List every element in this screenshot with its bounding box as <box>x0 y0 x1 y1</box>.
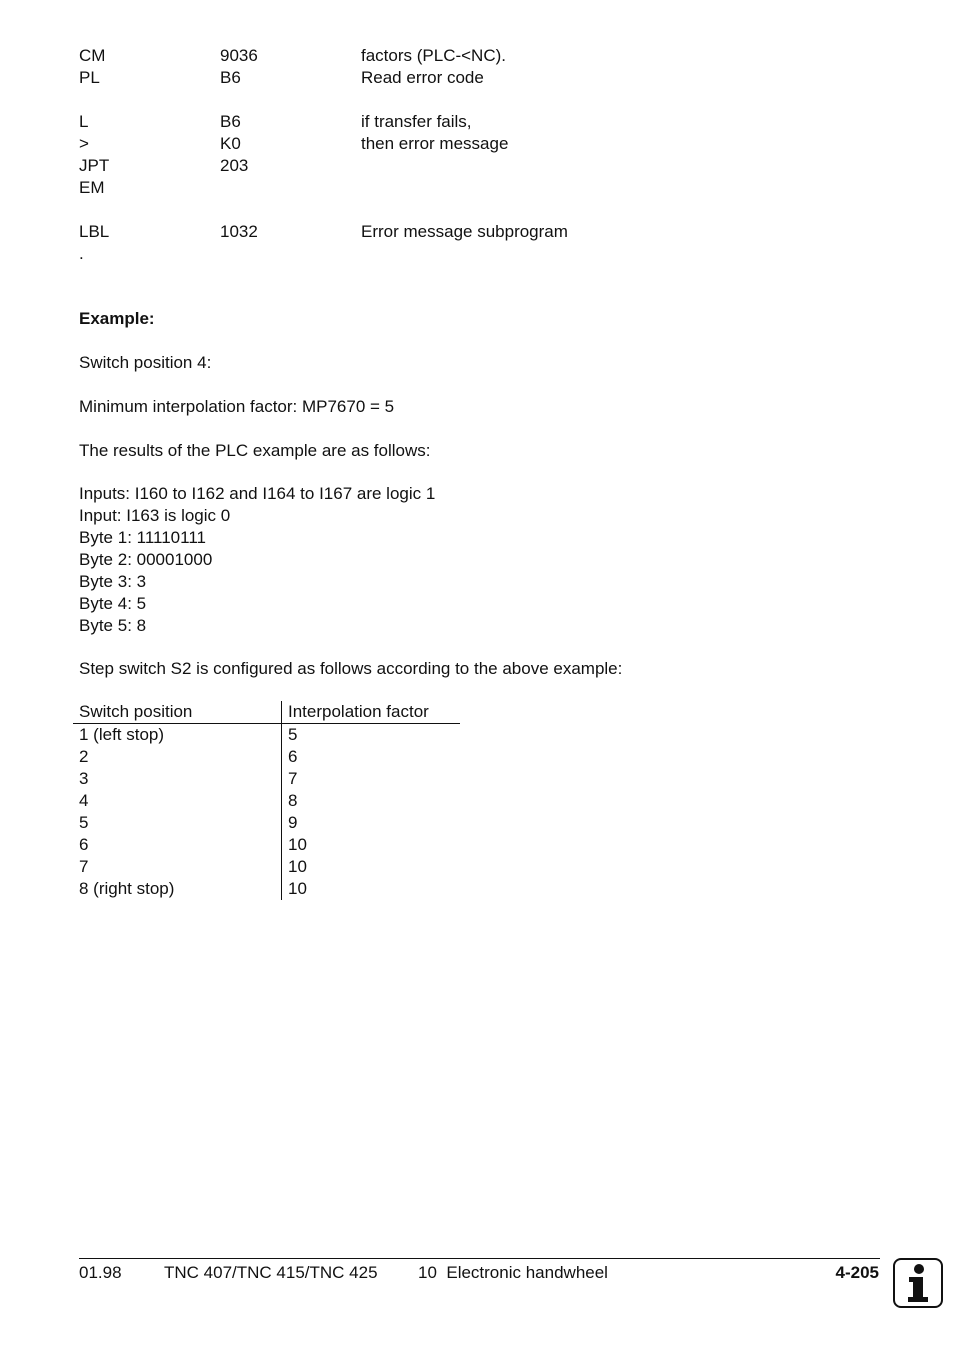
cell-interpolation-factor: 9 <box>288 813 298 832</box>
cell-switch-position: 3 <box>73 768 282 790</box>
code-op: . <box>79 244 84 263</box>
table-row <box>73 790 460 812</box>
code-line <box>0 67 700 89</box>
code-line <box>0 45 700 67</box>
column-header-switch-position: Switch position <box>73 701 282 724</box>
code-comment: Read error code <box>361 68 484 87</box>
result-line: Input: I163 is logic 0 <box>79 506 231 525</box>
results-intro: The results of the PLC example are as follows: <box>79 441 431 460</box>
cell-interpolation-factor: 10 <box>288 857 307 876</box>
result-line: Byte 5: 8 <box>79 616 147 635</box>
code-op: LBL <box>79 222 110 241</box>
code-operand: B6 <box>220 112 241 131</box>
cell-switch-position: 4 <box>73 790 282 812</box>
code-op: JPT <box>79 156 110 175</box>
info-icon <box>893 1258 943 1308</box>
cell-interpolation-factor: 7 <box>288 769 298 788</box>
result-line: Byte 4: 5 <box>79 594 147 613</box>
code-line <box>0 177 700 199</box>
switch-position-text: Switch position 4: <box>79 353 212 372</box>
cell-interpolation-factor: 6 <box>288 747 298 766</box>
cell-switch-position: 1 (left stop) <box>73 724 282 747</box>
table-row <box>73 768 460 790</box>
code-comment: factors (PLC-<NC). <box>361 46 506 65</box>
cell-switch-position: 2 <box>73 746 282 768</box>
table-row <box>73 834 460 856</box>
code-comment: if transfer fails, <box>361 112 472 131</box>
footer-chapter: 10 Electronic handwheel <box>418 1263 608 1282</box>
result-line: Byte 3: 3 <box>79 572 147 591</box>
code-line <box>0 133 700 155</box>
config-intro: Step switch S2 is configured as follows according to the above example: <box>79 659 623 678</box>
example-heading: Example: <box>79 309 155 328</box>
code-op: PL <box>79 68 100 87</box>
code-operand: B6 <box>220 68 241 87</box>
table-row <box>73 878 460 900</box>
code-op: CM <box>79 46 106 65</box>
cell-interpolation-factor: 8 <box>288 791 298 810</box>
code-line <box>0 221 700 243</box>
code-line <box>0 111 700 133</box>
table-row <box>73 724 460 747</box>
code-comment: then error message <box>361 134 509 153</box>
code-operand: 203 <box>220 156 249 175</box>
result-line: Inputs: I160 to I162 and I164 to I167 are logic 1 <box>79 484 436 503</box>
footer-rule <box>79 1258 880 1259</box>
table-row <box>73 856 460 878</box>
cell-interpolation-factor: 5 <box>288 725 298 744</box>
info-icon-glyph <box>895 1260 941 1306</box>
result-line: Byte 1: 11110111 <box>79 528 206 547</box>
cell-switch-position: 7 <box>73 856 282 878</box>
table-row <box>73 812 460 834</box>
cell-interpolation-factor: 10 <box>288 835 307 854</box>
cell-switch-position: 8 (right stop) <box>73 878 282 900</box>
cell-switch-position: 6 <box>73 834 282 856</box>
code-line <box>0 243 700 265</box>
cell-switch-position: 5 <box>73 812 282 834</box>
footer-date: 01.98 <box>79 1263 122 1282</box>
column-header-interpolation-factor: Interpolation factor <box>282 701 461 724</box>
min-factor-text: Minimum interpolation factor: MP7670 = 5 <box>79 397 395 416</box>
code-operand: K0 <box>220 134 241 153</box>
code-op: L <box>79 112 89 131</box>
cell-interpolation-factor: 10 <box>288 879 307 898</box>
code-operand: 9036 <box>220 46 258 65</box>
code-operand: 1032 <box>220 222 258 241</box>
footer-product: TNC 407/TNC 415/TNC 425 <box>164 1263 378 1282</box>
code-line <box>0 155 700 177</box>
code-comment: Error message subprogram <box>361 222 568 241</box>
code-op: > <box>79 134 89 153</box>
table-row <box>73 746 460 768</box>
footer-page-number: 4-205 <box>835 1263 879 1282</box>
result-line: Byte 2: 00001000 <box>79 550 213 569</box>
switch-position-table <box>73 701 460 900</box>
code-op: EM <box>79 178 105 197</box>
table-header-row <box>73 701 460 724</box>
